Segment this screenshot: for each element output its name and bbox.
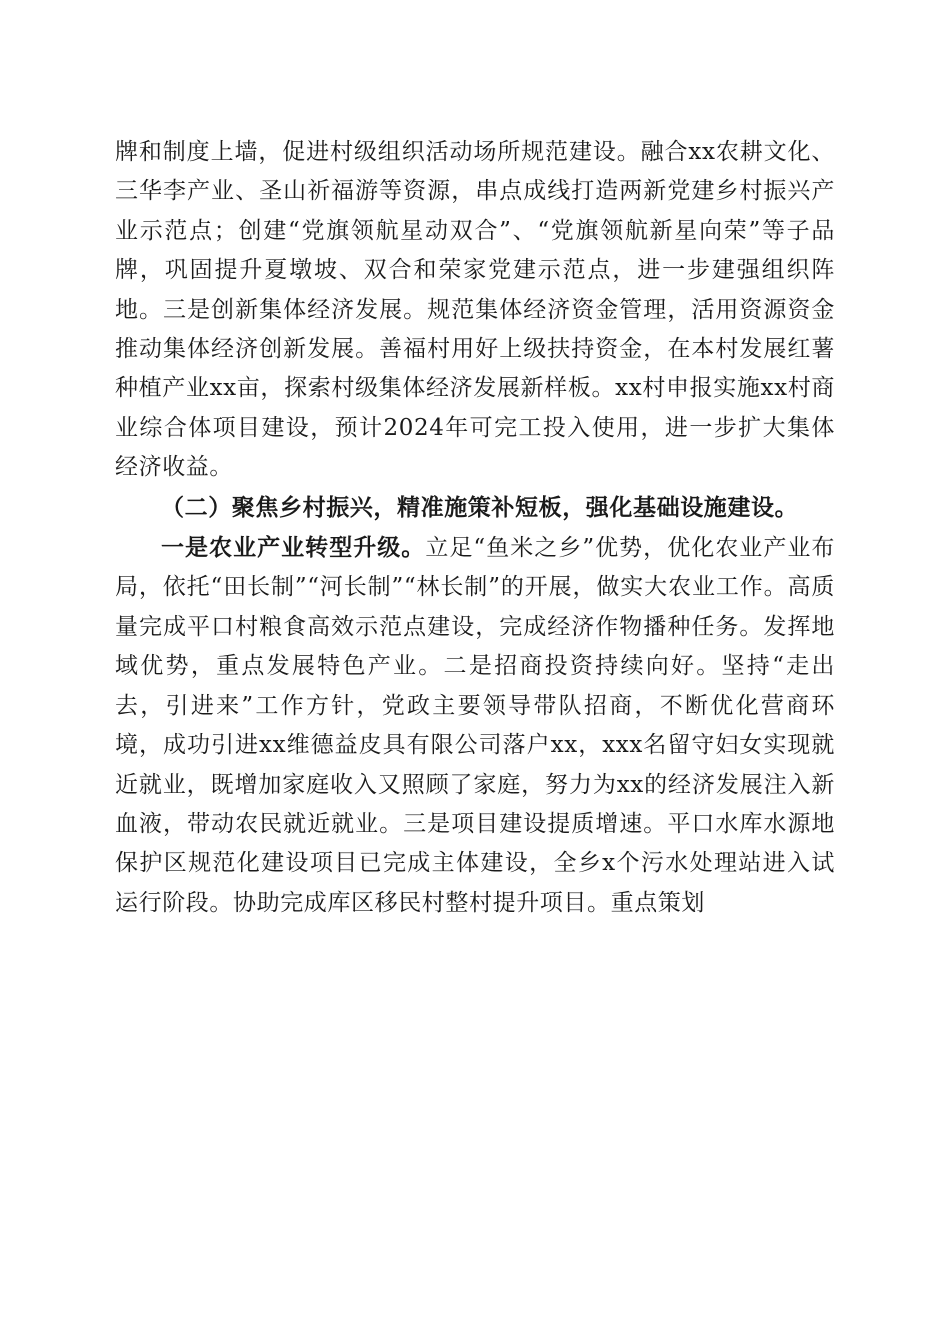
paragraph-1-text: 牌和制度上墙，促进村级组织活动场所规范建设。融合xx农耕文化、三华李产业、圣山祈福游等资源，串点成线打造两新党建乡村振兴产业示范点；创建“党旗领航星动双合”、“党旗领航新星向荣”等子品牌，巩固提升夏墩坡、双合和荣家党建示范点，进一步建强组织阵地。三是创新集体经济发展。规范集体经济资金管理，活用资源资金推动集体经济创新发展。善福村用好上级扶持资金，在本村发展红薯种植产业xx亩，探索村级集体经济发展新样板。xx村申报实施xx村商业综合体项目建设，预计2024年可完工投入使用，进一步扩大集体经济收益。 — [115, 139, 835, 481]
paragraph-3-lead: 一是农业产业转型升级。 — [161, 534, 426, 562]
document-body — [115, 133, 835, 923]
paragraph-1 — [115, 133, 835, 488]
paragraph-3 — [115, 528, 835, 923]
paragraph-3-text: 立足“鱼米之乡”优势，优化农业产业布局，依托“田长制”“河长制”“林长制”的开展，做实大农业工作。高质量完成平口村粮食高效示范点建设，完成经济作物播种任务。发挥地域优势，重点发展特色产业。二是招商投资持续向好。坚持“走出去，引进来”工作方针，党政主要领导带队招商，不断优化营商环境，成功引进xx维德益皮具有限公司落户xx，xxx名留守妇女实现就近就业，既增加家庭收入又照顾了家庭，努力为xx的经济发展注入新血液，带动农民就近就业。三是项目建设提质增速。平口水库水源地保护区规范化建设项目已完成主体建设，全乡x个污水处理站进入试运行阶段。协助完成库区移民村整村提升项目。重点策划 — [115, 535, 835, 916]
section-heading: （二）聚焦乡村振兴，精准施策补短板，强化基础设施建设。 — [161, 493, 799, 521]
paragraph-2-heading — [115, 488, 835, 528]
